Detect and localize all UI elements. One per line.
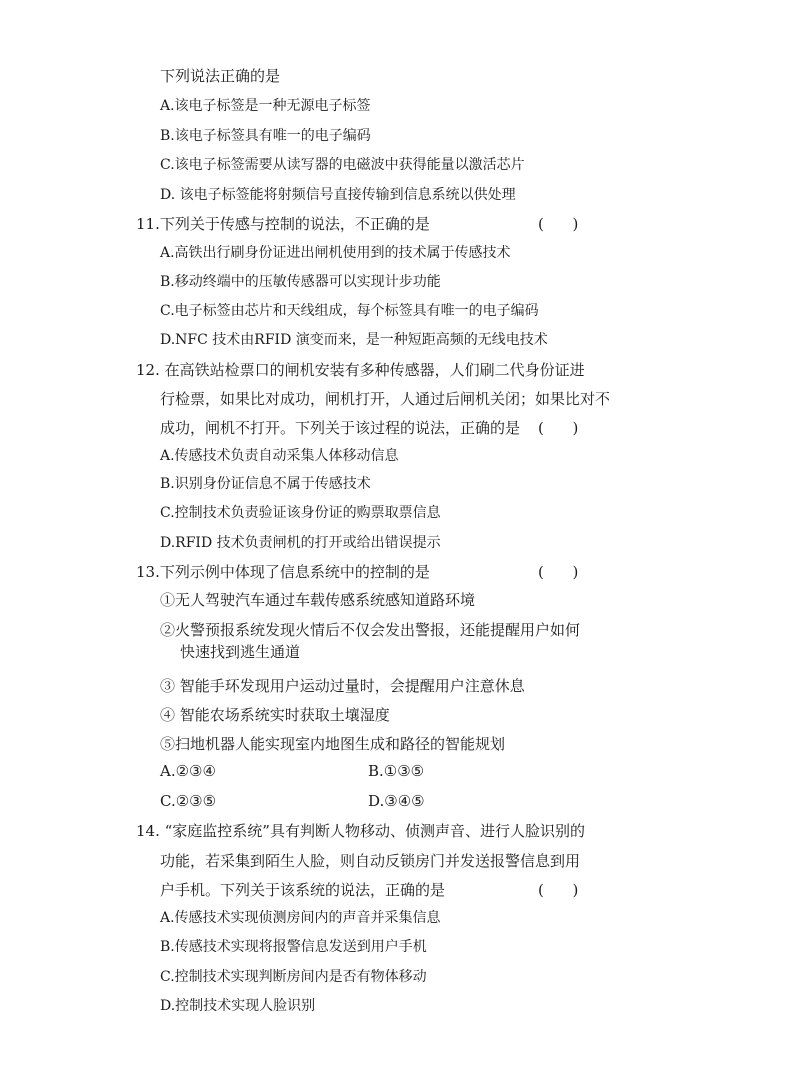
q13-item-2: ②火警预报系统发现火情后不仅会发出警报，还能提醒用户如何 (160, 621, 581, 639)
q12-stem-line-3: 成功，闸机不打开。下列关于该过程的说法，正确的是 (160, 419, 521, 437)
q11-stem: 11.下列关于传感与控制的说法，不正确的是 (136, 215, 430, 233)
intro-stem: 下列说法正确的是 (160, 67, 281, 85)
q12-answer-paren: ( ) (538, 419, 579, 437)
q11-option-b: B.移动终端中的压敏传感器可以实现计步功能 (160, 274, 441, 290)
q14-answer-paren: ( ) (538, 881, 579, 899)
q14-option-b: B.传感技术实现将报警信息发送到用户手机 (160, 939, 427, 955)
q13-answer-paren: ( ) (538, 563, 579, 581)
q13-stem: 13.下列示例中体现了信息系统中的控制的是 (136, 563, 430, 581)
intro-option-a: A.该电子标签是一种无源电子标签 (160, 98, 371, 114)
q12-option-c: C.控制技术负责验证该身份证的购票取票信息 (160, 505, 441, 521)
q11-option-d: D.NFC 技术由RFID 演变而来，是一种短距高频的无线电技术 (160, 332, 548, 348)
q12-stem-line-1: 12. 在高铁站检票口的闸机安装有多种传感器，人们刷二代身份证进 (136, 361, 585, 379)
q14-option-a: A.传感技术实现侦测房间内的声音并采集信息 (160, 910, 441, 926)
q11-option-a: A.高铁出行刷身份证进出闸机使用到的技术属于传感技术 (160, 245, 511, 261)
q14-option-c: C.控制技术实现判断房间内是否有物体移动 (160, 969, 427, 985)
q13-option-a: A.②③④ (160, 762, 216, 780)
q12-option-d: D.RFID 技术负责闸机的打开或给出错误提示 (160, 535, 441, 551)
q12-option-a: A.传感技术负责自动采集人体移动信息 (160, 448, 399, 464)
q13-item-5: ⑤扫地机器人能实现室内地图生成和路径的智能规划 (160, 735, 506, 753)
q13-option-c: C.②③⑤ (160, 792, 217, 810)
intro-option-d: D. 该电子标签能将射频信号直接传输到信息系统以供处理 (160, 187, 516, 203)
q14-option-d: D.控制技术实现人脸识别 (160, 998, 316, 1014)
q14-stem-line-3: 户手机。下列关于该系统的说法，正确的是 (160, 881, 446, 899)
q12-option-b: B.识别身份证信息不属于传感技术 (160, 476, 371, 492)
q13-item-4: ④ 智能农场系统实时获取土壤湿度 (160, 706, 390, 724)
q13-option-b: B.①③⑤ (368, 762, 425, 780)
intro-option-c: C.该电子标签需要从读写器的电磁波中获得能量以激活芯片 (160, 157, 525, 173)
intro-option-b: B.该电子标签具有唯一的电子编码 (160, 128, 371, 144)
q13-item-1: ①无人驾驶汽车通过车载传感系统感知道路环境 (160, 591, 476, 609)
q12-stem-line-2: 行检票，如果比对成功，闸机打开，人通过后闸机关闭；如果比对不 (160, 390, 611, 408)
q14-stem-line-2: 功能，若采集到陌生人脸，则自动反锁房门并发送报警信息到用 (160, 852, 581, 870)
q13-option-d: D.③④⑤ (368, 792, 425, 810)
q14-stem-line-1: 14. “家庭监控系统”具有判断人物移动、侦测声音、进行人脸识别的 (136, 822, 585, 840)
q11-option-c: C.电子标签由芯片和天线组成，每个标签具有唯一的电子编码 (160, 303, 539, 319)
q13-item-2-cont: 快速找到逃生通道 (180, 643, 301, 661)
q11-answer-paren: ( ) (538, 215, 579, 233)
q13-item-3: ③ 智能手环发现用户运动过量时，会提醒用户注意休息 (160, 677, 525, 695)
